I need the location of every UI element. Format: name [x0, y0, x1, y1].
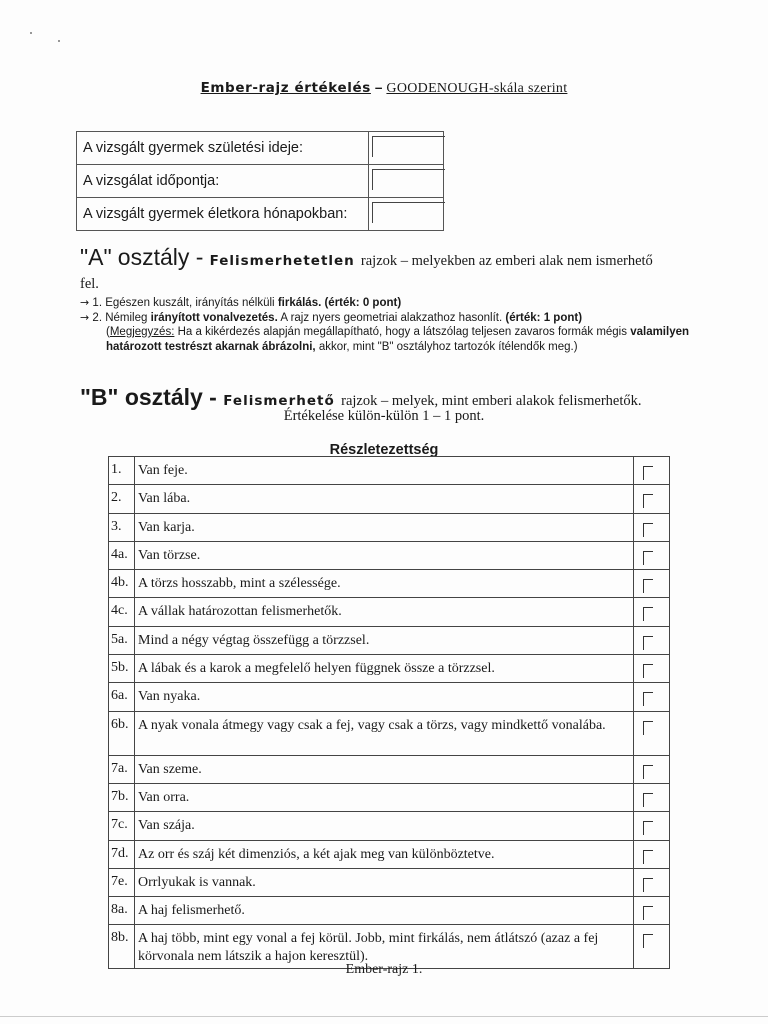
checkbox-mark-icon: [643, 494, 653, 508]
info-row: [77, 165, 444, 198]
checkbox-mark-icon: [643, 721, 653, 735]
criteria-text: Van nyaka.: [135, 683, 634, 711]
criteria-checkbox[interactable]: [634, 711, 670, 755]
criteria-row: [109, 598, 670, 626]
criteria-text: A lábak és a karok a megfelelő helyen függnek össze a törzzsel.: [135, 655, 634, 683]
scan-edge: [0, 1016, 768, 1017]
section-a-item-2: → 2. Némileg irányított vonalvezetés. A rajz nyers geometriai alakzathoz hasonlít. (érték: 1 pont): [80, 311, 583, 324]
criteria-row: [109, 683, 670, 711]
title-rest: GOODENOUGH-skála szerint: [386, 81, 568, 96]
criteria-row: [109, 868, 670, 896]
criteria-number: 7e.: [109, 868, 135, 896]
criteria-checkbox[interactable]: [634, 541, 670, 569]
criteria-number: 2.: [109, 485, 135, 513]
criteria-number: 5b.: [109, 655, 135, 683]
birthdate-field[interactable]: [369, 132, 444, 165]
criteria-checkbox[interactable]: [634, 897, 670, 925]
checkbox-mark-icon: [643, 821, 653, 835]
checkbox-mark-icon: [643, 765, 653, 779]
criteria-row: [109, 513, 670, 541]
criteria-checkbox[interactable]: [634, 655, 670, 683]
section-b-continuation: Értékelése külön-külön 1 – 1 pont.: [283, 408, 485, 424]
criteria-text: A vállak határozottan felismerhetők.: [135, 598, 634, 626]
checkbox-mark-icon: [643, 466, 653, 480]
criteria-text: A törzs hosszabb, mint a szélessége.: [135, 570, 634, 598]
criteria-text: Az orr és száj két dimenziós, a két ajak meg van különböztetve.: [135, 840, 634, 868]
scan-speck: [58, 40, 60, 42]
criteria-checkbox[interactable]: [634, 570, 670, 598]
criteria-text: Van törzse.: [135, 541, 634, 569]
checkbox-mark-icon: [643, 878, 653, 892]
checkbox-mark-icon: [643, 934, 653, 948]
checkbox-mark-icon: [643, 607, 653, 621]
criteria-text: Van feje.: [135, 457, 634, 485]
checkbox-mark-icon: [643, 579, 653, 593]
checkbox-mark-icon: [643, 636, 653, 650]
criteria-row: [109, 897, 670, 925]
criteria-text: Van szája.: [135, 812, 634, 840]
page-footer: Ember-rajz 1.: [345, 962, 423, 977]
criteria-number: 6a.: [109, 683, 135, 711]
criteria-text: Van lába.: [135, 485, 634, 513]
criteria-checkbox[interactable]: [634, 513, 670, 541]
criteria-row: [109, 812, 670, 840]
info-table: [76, 131, 444, 231]
checkbox-mark-icon: [643, 850, 653, 864]
criteria-text: Van orra.: [135, 783, 634, 811]
title-dash: –: [374, 80, 383, 95]
criteria-number: 8a.: [109, 897, 135, 925]
info-label-birthdate: A vizsgált gyermek születési ideje:: [77, 132, 369, 165]
checkbox-mark-icon: [643, 551, 653, 565]
checkbox-mark-icon: [643, 692, 653, 706]
info-label-exam-date: A vizsgálat időpontja:: [77, 165, 369, 198]
section-a-note: (Megjegyzés: Ha a kikérdezés alapján megállapítható, hogy a látszólag teljesen zavaros formák mégis valamilyen határozott testrészt akarnak ábrázolni, akkor, mint "B" osztályhoz tartozók ítélendők meg.): [106, 326, 690, 353]
criteria-checkbox[interactable]: [634, 683, 670, 711]
section-a-continuation: fel.: [80, 276, 99, 292]
criteria-number: 4a.: [109, 541, 135, 569]
criteria-row: [109, 570, 670, 598]
criteria-number: 4b.: [109, 570, 135, 598]
criteria-row: [109, 655, 670, 683]
criteria-row: [109, 755, 670, 783]
exam-date-field[interactable]: [369, 165, 444, 198]
checkbox-mark-icon: [643, 793, 653, 807]
document-title: [0, 80, 768, 97]
criteria-checkbox[interactable]: [634, 868, 670, 896]
age-months-field[interactable]: [369, 198, 444, 231]
criteria-number: 7c.: [109, 812, 135, 840]
subtitle-detail: Részletezettség: [329, 442, 439, 458]
checkbox-mark-icon: [643, 523, 653, 537]
criteria-text: Van szeme.: [135, 755, 634, 783]
criteria-text: Van karja.: [135, 513, 634, 541]
criteria-row: [109, 485, 670, 513]
criteria-checkbox[interactable]: [634, 840, 670, 868]
criteria-text: A haj több, mint egy vonal a fej körül. Jobb, mint firkálás, nem átlátszó (azaz a fej körvonala nem látszik a hajon keresztül).: [135, 925, 634, 969]
criteria-table: [108, 456, 670, 969]
criteria-row: [109, 626, 670, 654]
criteria-checkbox[interactable]: [634, 755, 670, 783]
section-b-heading: "B" osztály - Felismerhető rajzok – melyek, mint emberi alakok felismerhetők.: [80, 384, 642, 410]
criteria-number: 5a.: [109, 626, 135, 654]
criteria-text: Orrlyukak is vannak.: [135, 868, 634, 896]
section-a-item-1: → 1. Egészen kuszált, irányítás nélküli firkálás. (érték: 0 pont): [80, 296, 402, 309]
criteria-number: 7b.: [109, 783, 135, 811]
criteria-checkbox[interactable]: [634, 812, 670, 840]
criteria-text: Mind a négy végtag összefügg a törzzsel.: [135, 626, 634, 654]
criteria-number: 6b.: [109, 711, 135, 755]
info-label-age-months: A vizsgált gyermek életkora hónapokban:: [77, 198, 369, 231]
criteria-number: 7a.: [109, 755, 135, 783]
criteria-text: A haj felismerhető.: [135, 897, 634, 925]
checkbox-mark-icon: [643, 906, 653, 920]
info-row: [77, 132, 444, 165]
criteria-row: [109, 783, 670, 811]
checkbox-mark-icon: [643, 664, 653, 678]
criteria-row: [109, 711, 670, 755]
criteria-row: [109, 840, 670, 868]
criteria-text: A nyak vonala átmegy vagy csak a fej, vagy csak a törzs, vagy mindkettő vonalába.: [135, 711, 634, 755]
criteria-number: 3.: [109, 513, 135, 541]
criteria-checkbox[interactable]: [634, 626, 670, 654]
criteria-row: [109, 457, 670, 485]
title-bold: Ember-rajz értékelés: [200, 80, 371, 96]
criteria-checkbox[interactable]: [634, 783, 670, 811]
info-row: [77, 198, 444, 231]
criteria-number: 4c.: [109, 598, 135, 626]
criteria-checkbox[interactable]: [634, 485, 670, 513]
criteria-number: 8b.: [109, 925, 135, 969]
criteria-number: 7d.: [109, 840, 135, 868]
arrow-icon: →: [80, 296, 90, 309]
arrow-icon: →: [80, 311, 90, 324]
criteria-number: 1.: [109, 457, 135, 485]
criteria-checkbox[interactable]: [634, 457, 670, 485]
section-a-heading: "A" osztály - Felismerhetetlen rajzok – melyekben az emberi alak nem ismerhető: [80, 244, 653, 270]
criteria-checkbox[interactable]: [634, 598, 670, 626]
scan-speck: [30, 32, 32, 34]
criteria-row: [109, 541, 670, 569]
